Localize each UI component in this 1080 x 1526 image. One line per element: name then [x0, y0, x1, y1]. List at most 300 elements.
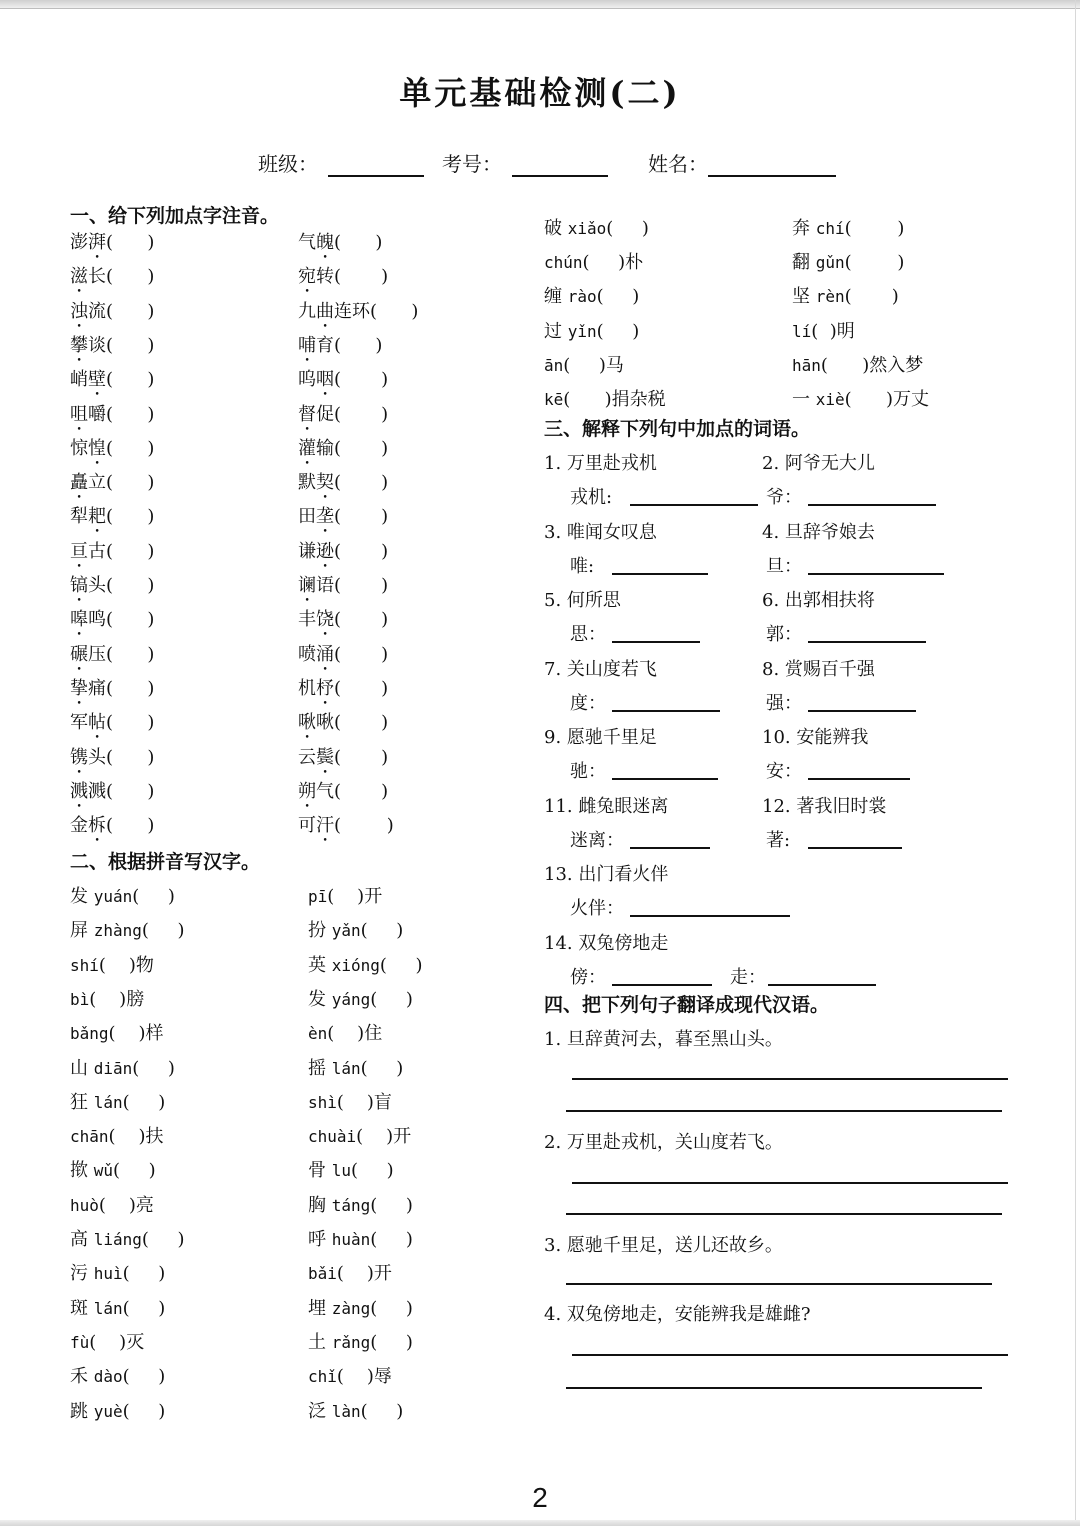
dotted-character: 挚 — [70, 677, 88, 699]
answer-parentheses[interactable]: ( ) — [351, 1160, 394, 1182]
dotted-character: 嗥 — [70, 609, 88, 631]
answer-parentheses[interactable]: ( ) — [132, 1057, 175, 1079]
given-character: 破 — [544, 218, 568, 239]
answer-parentheses[interactable]: 输( ) — [316, 437, 389, 459]
dotted-character: 湃 — [88, 232, 106, 253]
annotate-item — [298, 811, 394, 846]
answer-parentheses[interactable]: ( ) — [360, 920, 404, 942]
pinyin-item — [792, 248, 904, 274]
given-character: 高 — [70, 1229, 94, 1250]
dotted-character: 汗 — [316, 815, 334, 837]
answer-parentheses[interactable]: 嚼( ) — [88, 403, 155, 425]
given-character: 英 — [308, 954, 332, 976]
term-label: 强： — [766, 692, 802, 714]
answer-parentheses[interactable]: ( )亮 — [98, 1194, 154, 1216]
translation-prompt: 4. 双兔傍地走，安能辨我是雄雌? — [544, 1304, 811, 1325]
answer-parentheses[interactable]: 语( ) — [316, 575, 389, 596]
pinyin-text: dào — [93, 1367, 123, 1387]
pinyin-item — [308, 1397, 403, 1423]
answer-blank[interactable] — [612, 641, 700, 643]
given-character: 埋 — [308, 1297, 332, 1319]
dotted-character: 朔 — [298, 780, 316, 802]
answer-parentheses[interactable]: 气( ) — [316, 780, 389, 802]
term-label: 著: — [766, 829, 791, 851]
term-label: 度： — [570, 692, 606, 714]
pinyin-text: rǎng — [331, 1332, 371, 1352]
pinyin-text: shí — [70, 955, 99, 975]
pinyin-text: bǎi — [308, 1264, 337, 1284]
item-prefix-text: 九 — [298, 300, 316, 322]
answer-blank[interactable] — [612, 984, 712, 986]
annotate-item — [298, 571, 388, 606]
pinyin-text: fù — [70, 1332, 90, 1352]
pinyin-text: xiǎo — [567, 219, 607, 238]
dotted-character: 浊 — [70, 300, 88, 322]
given-character: 摇 — [308, 1057, 332, 1079]
answer-parentheses[interactable]: ( )住 — [327, 1023, 383, 1045]
answer-parentheses[interactable]: 古( ) — [88, 540, 155, 562]
answer-parentheses[interactable]: ( ) — [334, 677, 389, 699]
translation-answer-line[interactable] — [572, 1078, 1008, 1080]
dotted-character: 矗 — [70, 472, 88, 494]
pinyin-text: chuài — [308, 1127, 357, 1147]
item-prefix-text: 云 — [298, 746, 316, 768]
answer-parentheses[interactable]: ( ) — [113, 1160, 156, 1182]
item-prefix-text: 军 — [70, 712, 88, 734]
pinyin-item — [544, 282, 639, 308]
question-prompt: 1. 万里赴戎机 — [544, 453, 657, 474]
answer-parentheses[interactable]: ( ) — [334, 506, 389, 528]
answer-parentheses[interactable]: ( ) — [122, 1366, 166, 1388]
given-character: 禾 — [70, 1366, 94, 1388]
given-character: 一 — [792, 389, 816, 410]
dotted-character: 攀 — [70, 334, 88, 356]
answer-parentheses[interactable]: 溅( ) — [88, 780, 155, 802]
annotate-item — [70, 674, 154, 709]
dotted-character: 咀 — [70, 403, 88, 425]
pinyin-text: huàn — [331, 1230, 371, 1249]
annotate-item — [70, 743, 154, 778]
answer-parentheses[interactable]: ( ) — [334, 472, 389, 494]
answer-parentheses[interactable]: 流( ) — [88, 300, 155, 322]
given-character: 土 — [308, 1331, 332, 1353]
item-prefix-text: 可 — [298, 815, 316, 837]
pinyin-text: lí — [792, 321, 812, 341]
term-label: 唯: — [570, 555, 595, 577]
pinyin-text: zhàng — [93, 921, 142, 941]
answer-parentheses[interactable]: ( )朴 — [582, 252, 644, 274]
answer-parentheses[interactable]: ( ) — [606, 218, 649, 239]
answer-parentheses[interactable]: ( )万丈 — [844, 389, 930, 410]
pinyin-item — [792, 282, 899, 308]
term-label: 思： — [570, 624, 606, 645]
answer-parentheses[interactable]: 头( ) — [88, 746, 155, 768]
annotate-item — [298, 331, 382, 366]
answer-parentheses[interactable]: 压( ) — [88, 643, 155, 665]
dotted-character: 滋 — [70, 266, 88, 288]
exam-number-field — [442, 148, 608, 177]
pinyin-text: xióng — [331, 955, 380, 975]
annotate-item — [70, 640, 154, 675]
dotted-character: 宛 — [298, 266, 316, 288]
translation-answer-line[interactable] — [566, 1387, 982, 1389]
item-prefix-text: 峭 — [70, 369, 88, 391]
name-label: 姓名： — [648, 152, 708, 176]
answer-parentheses[interactable]: ( )样 — [108, 1023, 164, 1045]
answer-parentheses[interactable]: ( ) — [370, 1194, 413, 1216]
dotted-character: 涌 — [316, 643, 334, 665]
pinyin-item — [70, 1054, 175, 1080]
dotted-character: 逊 — [316, 540, 334, 562]
dotted-character: 帖 — [88, 712, 106, 734]
pinyin-item — [792, 317, 855, 343]
class-label: 班级： — [258, 152, 318, 176]
page-bottom-edge — [0, 1520, 1080, 1526]
pinyin-text: lán — [93, 1298, 123, 1318]
question-prompt: 2. 阿爷无大儿 — [762, 453, 875, 474]
item-prefix-text: 谦 — [298, 540, 316, 562]
pinyin-text: gǔn — [815, 253, 845, 273]
pinyin-text: yuè — [93, 1401, 123, 1421]
annotate-item — [298, 537, 388, 572]
answer-parentheses[interactable]: ( ) — [596, 320, 640, 342]
answer-parentheses[interactable]: ( ) — [334, 609, 389, 631]
pinyin-item — [70, 951, 154, 977]
annotate-item — [298, 743, 388, 778]
answer-parentheses[interactable]: ( ) — [334, 815, 394, 837]
answer-parentheses[interactable]: ( ) — [141, 1229, 185, 1250]
translation-prompt: 2. 万里赴戎机，关山度若飞。 — [544, 1132, 783, 1153]
question-prompt: 13. 出门看火伴 — [544, 864, 669, 885]
answer-blank[interactable] — [808, 573, 944, 575]
dotted-character: 曲 — [316, 300, 334, 322]
answer-blank[interactable] — [612, 573, 708, 575]
annotate-item — [70, 297, 154, 332]
dotted-character: 啾 — [298, 712, 316, 734]
answer-parentheses[interactable]: ( )然入梦 — [820, 354, 924, 376]
answer-parentheses[interactable]: 长( ) — [88, 266, 155, 288]
answer-parentheses[interactable]: ( ) — [106, 506, 155, 528]
annotate-item — [298, 674, 388, 709]
pinyin-item — [544, 248, 643, 274]
answer-blank[interactable] — [808, 641, 926, 643]
dotted-character: 垄 — [316, 506, 334, 528]
annotate-item — [298, 434, 388, 469]
pinyin-item — [308, 1122, 411, 1148]
answer-parentheses[interactable]: ( )物 — [98, 954, 154, 976]
annotate-item — [70, 262, 154, 297]
item-prefix-text: 丰 — [298, 609, 316, 631]
answer-blank[interactable] — [808, 710, 916, 712]
pinyin-text: rào — [567, 287, 597, 307]
pinyin-text: yǐn — [567, 321, 597, 341]
given-character: 骨 — [308, 1160, 332, 1182]
answer-parentheses[interactable]: ( ) — [122, 1091, 166, 1113]
item-prefix-text: 喷 — [298, 643, 316, 665]
pinyin-item — [308, 1362, 392, 1388]
annotate-item — [70, 434, 154, 469]
pinyin-item — [544, 214, 649, 240]
term-label: 走： — [730, 966, 766, 988]
pinyin-item — [544, 385, 666, 411]
pinyin-item — [70, 1191, 154, 1217]
annotate-item — [298, 400, 388, 435]
pinyin-item — [308, 1294, 413, 1320]
pinyin-text: ān — [544, 355, 564, 375]
answer-parentheses[interactable]: ( )辱 — [336, 1366, 392, 1388]
dotted-character: 谰 — [298, 575, 316, 596]
pinyin-item — [792, 351, 923, 377]
section-4-heading: 四、把下列句子翻译成现代汉语。 — [544, 994, 830, 1016]
answer-blank[interactable] — [630, 915, 790, 917]
dotted-character: 哺 — [298, 334, 316, 356]
pinyin-text: huì — [93, 1264, 123, 1284]
pinyin-item — [308, 1088, 392, 1114]
pinyin-item — [70, 1019, 163, 1045]
answer-parentheses[interactable]: ( )扶 — [108, 1126, 164, 1148]
answer-parentheses[interactable]: ( ) — [106, 437, 155, 459]
annotate-item — [70, 468, 154, 503]
answer-parentheses[interactable]: ( ) — [334, 369, 389, 391]
pinyin-text: liáng — [93, 1230, 142, 1249]
answer-parentheses[interactable]: ( ) — [379, 954, 423, 976]
answer-parentheses[interactable]: ( ) — [106, 369, 155, 391]
dotted-character: 督 — [298, 403, 316, 425]
answer-parentheses[interactable]: ( ) — [370, 1229, 413, 1250]
answer-parentheses[interactable]: ( ) — [844, 252, 905, 274]
answer-parentheses[interactable]: 啾( ) — [316, 712, 389, 734]
answer-blank[interactable] — [612, 778, 718, 780]
answer-blank[interactable] — [612, 710, 720, 712]
pinyin-item — [308, 1054, 403, 1080]
annotate-item — [70, 331, 154, 366]
answer-parentheses[interactable]: 鸣( ) — [88, 609, 155, 631]
pinyin-text: èn — [308, 1024, 328, 1044]
dotted-character: 灌 — [298, 437, 316, 459]
answer-parentheses[interactable]: ( ) — [334, 540, 389, 562]
pinyin-item — [308, 1328, 413, 1354]
answer-parentheses[interactable]: 痛( ) — [88, 677, 155, 699]
question-prompt: 9. 愿驰千里足 — [544, 727, 657, 748]
translation-answer-line[interactable] — [566, 1283, 992, 1285]
pinyin-text: táng — [331, 1195, 371, 1215]
answer-parentheses[interactable]: ( ) — [334, 746, 389, 768]
pinyin-text: yǎn — [331, 921, 361, 941]
answer-blank[interactable] — [630, 504, 758, 506]
dotted-character: 溅 — [70, 780, 88, 802]
answer-parentheses[interactable]: ( ) — [141, 920, 185, 942]
answer-parentheses[interactable]: ( )开 — [327, 886, 383, 907]
answer-parentheses[interactable]: ( ) — [122, 1297, 166, 1319]
annotate-item — [70, 228, 154, 263]
answer-parentheses[interactable]: ( ) — [844, 218, 905, 239]
pinyin-item — [308, 1191, 413, 1217]
given-character: 揿 — [70, 1160, 94, 1182]
answer-parentheses[interactable]: ( ) — [334, 643, 389, 665]
answer-parentheses[interactable]: ( ) — [844, 286, 899, 308]
given-character: 泛 — [308, 1400, 332, 1422]
given-character: 斑 — [70, 1297, 94, 1319]
answer-blank[interactable] — [768, 984, 876, 986]
answer-parentheses[interactable]: ( ) — [106, 232, 155, 253]
pinyin-text: lán — [331, 1058, 361, 1078]
pinyin-text: kē — [544, 390, 564, 409]
answer-blank[interactable] — [808, 778, 910, 780]
term-label: 迷离： — [570, 829, 624, 851]
answer-parentheses[interactable]: 谈( ) — [88, 334, 155, 356]
given-character: 发 — [308, 988, 332, 1010]
answer-parentheses[interactable]: 转( ) — [316, 266, 389, 288]
pinyin-text: pī — [308, 887, 328, 906]
pinyin-item — [308, 916, 403, 942]
answer-blank[interactable] — [630, 847, 710, 849]
dotted-character: 饶 — [316, 609, 334, 631]
term-label: 驰： — [570, 761, 606, 782]
answer-parentheses[interactable]: ( ) — [596, 286, 640, 308]
annotate-item — [298, 297, 418, 332]
pinyin-text: chún — [544, 253, 583, 273]
given-character: 奔 — [792, 218, 816, 239]
term-label: 安： — [766, 761, 802, 782]
annotate-item — [70, 571, 154, 606]
pinyin-item — [70, 916, 185, 942]
section-2-heading: 二、根据拼音写汉字。 — [70, 851, 261, 873]
answer-parentheses[interactable]: ( )明 — [811, 320, 855, 342]
question-prompt: 4. 旦辞爷娘去 — [762, 521, 875, 543]
dotted-character: 咽 — [316, 369, 334, 391]
pinyin-text: làn — [331, 1401, 361, 1421]
dotted-character: 镐 — [70, 575, 88, 596]
given-character: 屏 — [70, 920, 94, 942]
page-right-edge — [1075, 0, 1076, 1526]
answer-parentheses[interactable]: 立( ) — [88, 472, 155, 494]
pinyin-text: diān — [93, 1058, 133, 1078]
answer-parentheses[interactable]: ( ) — [106, 712, 155, 734]
item-prefix-text: 气 — [298, 232, 316, 253]
question-prompt: 10. 安能辨我 — [762, 727, 869, 748]
pinyin-item — [70, 1362, 165, 1388]
answer-parentheses[interactable]: 促( ) — [316, 403, 389, 425]
dotted-character: 契 — [316, 472, 334, 494]
question-prompt: 7. 关山度若飞 — [544, 658, 657, 680]
answer-parentheses[interactable]: ( ) — [132, 886, 175, 907]
translation-answer-line[interactable] — [566, 1213, 1002, 1215]
pinyin-text: chí — [815, 219, 845, 238]
annotate-item — [298, 708, 388, 743]
annotate-item — [298, 228, 382, 263]
class-blank[interactable] — [328, 153, 424, 177]
pinyin-item — [308, 1259, 392, 1285]
answer-parentheses[interactable]: ( ) — [370, 1331, 413, 1353]
item-prefix-text: 呜 — [298, 369, 316, 391]
question-prompt: 14. 双兔傍地走 — [544, 932, 669, 954]
section-1-heading: 一、给下列加点字注音。 — [70, 205, 280, 227]
pinyin-text: xiè — [815, 390, 845, 409]
given-character: 翻 — [792, 252, 816, 274]
section-3-heading: 三、解释下列句中加点的词语。 — [544, 418, 811, 440]
annotate-item — [298, 365, 388, 400]
question-prompt: 12. 著我旧时裳 — [762, 795, 887, 817]
pinyin-item — [308, 985, 413, 1011]
pinyin-text: bǎng — [70, 1024, 109, 1044]
answer-parentheses[interactable]: 连环( ) — [334, 300, 419, 322]
question-prompt: 3. 唯闻女叹息 — [544, 521, 657, 543]
item-prefix-text: 犁 — [70, 506, 88, 528]
given-character: 呼 — [308, 1229, 332, 1250]
answer-parentheses[interactable]: ( )开 — [336, 1263, 392, 1285]
annotate-item — [70, 777, 154, 812]
answer-parentheses[interactable]: ( )膀 — [89, 988, 145, 1010]
annotate-item — [70, 400, 154, 435]
answer-parentheses[interactable]: 头( ) — [88, 575, 155, 596]
pinyin-text: huò — [70, 1195, 99, 1215]
dotted-character: 魄 — [316, 232, 334, 253]
annotate-item — [70, 605, 154, 640]
annotate-item — [70, 502, 154, 537]
given-character: 污 — [70, 1263, 94, 1285]
annotate-item — [70, 708, 154, 743]
term-label: 旦： — [766, 555, 802, 577]
pinyin-text: bì — [70, 989, 90, 1009]
answer-parentheses[interactable]: ( )马 — [563, 354, 624, 376]
answer-parentheses[interactable]: ( )开 — [356, 1126, 412, 1148]
answer-parentheses[interactable]: ( ) — [360, 1057, 404, 1079]
answer-parentheses[interactable]: 育( ) — [316, 334, 383, 356]
given-character: 胸 — [308, 1194, 332, 1216]
given-character: 扮 — [308, 920, 332, 942]
answer-parentheses[interactable]: ( ) — [360, 1400, 404, 1422]
item-prefix-text: 澎 — [70, 232, 88, 253]
term-label: 郭： — [766, 624, 802, 645]
pinyin-text: rèn — [815, 287, 845, 307]
answer-parentheses[interactable]: ( ) — [122, 1263, 166, 1285]
pinyin-item — [70, 1328, 144, 1354]
annotate-item — [70, 537, 154, 572]
term-label: 戎机: — [570, 487, 613, 508]
answer-parentheses[interactable]: ( ) — [106, 815, 155, 837]
annotate-item — [70, 365, 154, 400]
pinyin-text: hān — [792, 355, 821, 375]
pinyin-item — [308, 1156, 394, 1182]
answer-parentheses[interactable]: ( ) — [122, 1400, 166, 1422]
given-character: 过 — [544, 320, 568, 342]
pinyin-item — [792, 385, 929, 411]
page-number: 2 — [532, 1482, 548, 1513]
name-blank[interactable] — [708, 153, 836, 177]
term-label: 火伴： — [570, 898, 624, 919]
translation-answer-line[interactable] — [572, 1354, 1008, 1356]
translation-answer-line[interactable] — [572, 1182, 1008, 1184]
answer-parentheses[interactable]: ( ) — [370, 1297, 413, 1319]
answer-parentheses[interactable]: ( )捐杂税 — [563, 389, 666, 410]
answer-blank[interactable] — [808, 847, 902, 849]
annotate-item — [298, 468, 388, 503]
answer-parentheses[interactable]: ( ) — [334, 232, 383, 253]
answer-blank[interactable] — [808, 504, 936, 506]
pinyin-item — [70, 1088, 165, 1114]
translation-answer-line[interactable] — [566, 1110, 1002, 1112]
pinyin-text: yuán — [93, 887, 133, 906]
page-title: 单元基础检测(二) — [399, 74, 681, 112]
class-field — [258, 148, 424, 177]
item-prefix-text: 田 — [298, 506, 316, 528]
answer-parentheses[interactable]: ( )盲 — [336, 1091, 392, 1113]
dotted-character: 杼 — [316, 677, 334, 699]
answer-parentheses[interactable]: ( ) — [370, 988, 413, 1010]
exam-number-blank[interactable] — [512, 153, 608, 177]
pinyin-item — [70, 1259, 165, 1285]
answer-parentheses[interactable]: ( )灭 — [89, 1331, 145, 1353]
